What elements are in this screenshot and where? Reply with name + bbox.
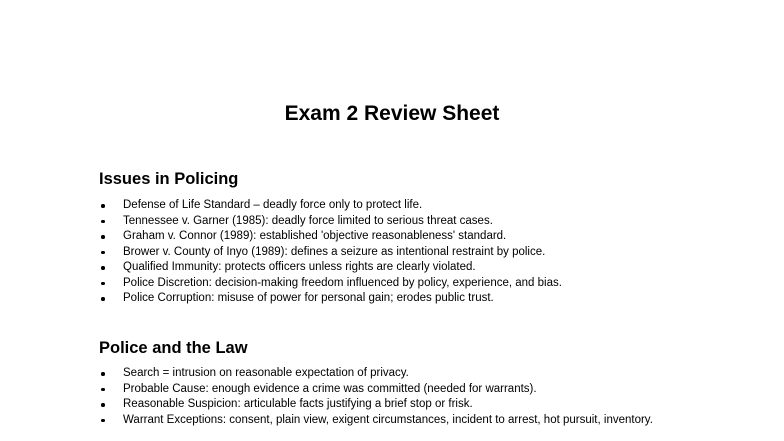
- list-item-text: Police Discretion: decision-making freedom influenced by policy, experience, and bias.: [123, 276, 562, 289]
- list-item: [99, 397, 739, 413]
- list-item: [99, 245, 739, 261]
- section-heading-issues-in-policing: Issues in Policing: [99, 170, 239, 188]
- bullet-icon: [101, 235, 105, 239]
- list-item-text: Graham v. Connor (1989): established 'objective reasonableness' standard.: [123, 230, 507, 242]
- bullet-icon: [101, 204, 105, 208]
- list-item: [99, 198, 739, 214]
- list-item-text: Search = intrusion on reasonable expectation of privacy.: [123, 367, 409, 379]
- list-item: [99, 291, 739, 307]
- list-item-text: Qualified Immunity: protects officers unless rights are clearly violated.: [123, 261, 476, 273]
- list-item-text: Probable Cause: enough evidence a crime was committed (needed for warrants).: [123, 382, 537, 395]
- list-item: [99, 382, 739, 398]
- list-item: [99, 260, 739, 276]
- list-item-text: Brower v. County of Inyo (1989): defines a seizure as intentional restraint by police.: [123, 245, 546, 258]
- bullet-icon: [101, 419, 105, 423]
- list-item: [99, 366, 739, 382]
- bullet-icon: [101, 403, 105, 407]
- document-title: Exam 2 Review Sheet: [284, 102, 500, 125]
- bullet-icon: [101, 266, 105, 270]
- bullet-list-police-and-the-law: [99, 366, 739, 428]
- bullet-icon: [101, 388, 105, 392]
- list-item-text: Police Corruption: misuse of power for personal gain; erodes public trust.: [123, 292, 494, 304]
- list-item-text: Warrant Exceptions: consent, plain view, exigent circumstances, incident to arrest, hot pursuit, inventory.: [123, 413, 653, 426]
- bullet-icon: [101, 372, 105, 376]
- list-item: [99, 276, 739, 292]
- bullet-icon: [101, 220, 105, 224]
- bullet-icon: [101, 251, 105, 255]
- section-heading-police-and-the-law: Police and the Law: [99, 339, 248, 357]
- list-item-text: Reasonable Suspicion: articulable facts justifying a brief stop or frisk.: [123, 398, 473, 410]
- list-item: [99, 229, 739, 245]
- list-item: [99, 214, 739, 230]
- bullet-icon: [101, 297, 105, 301]
- list-item-text: Defense of Life Standard – deadly force only to protect life.: [123, 199, 423, 211]
- bullet-icon: [101, 282, 105, 286]
- list-item: [99, 413, 739, 429]
- bullet-list-issues-in-policing: [99, 198, 739, 307]
- list-item-text: Tennessee v. Garner (1985): deadly force limited to serious threat cases.: [123, 214, 493, 227]
